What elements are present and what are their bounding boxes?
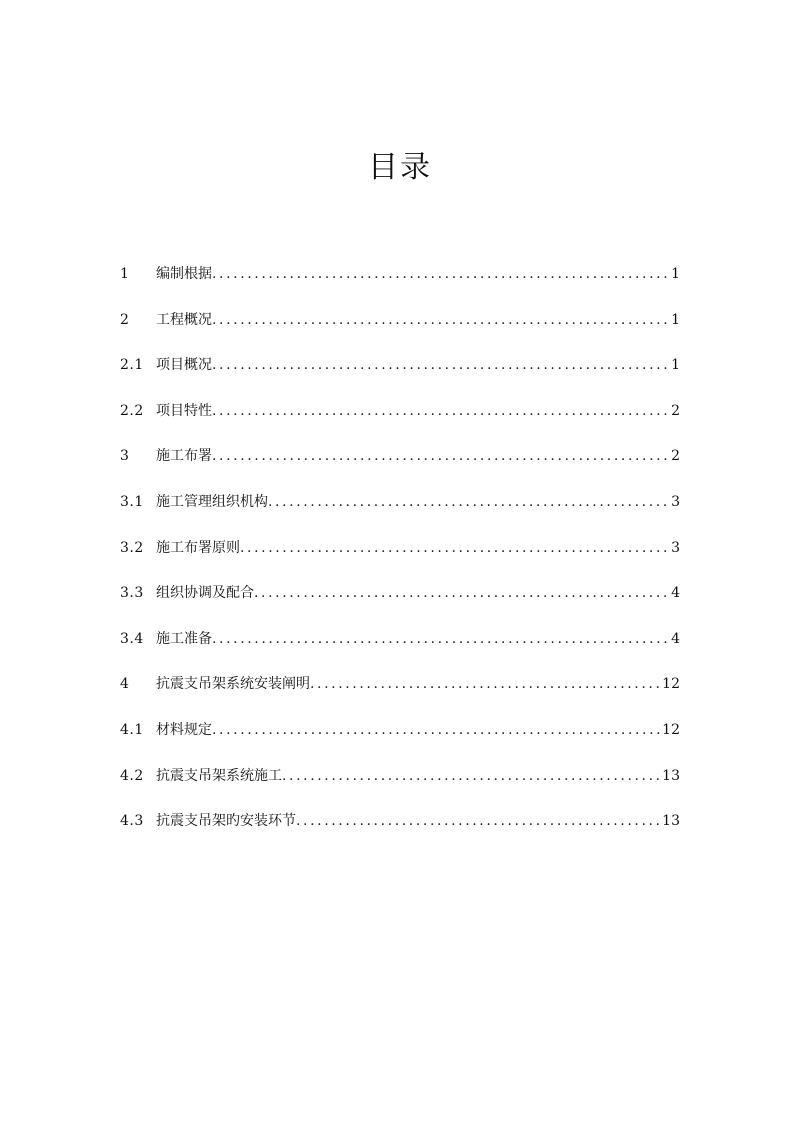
toc-entry[interactable] bbox=[120, 351, 680, 397]
toc-entry-page: 1 bbox=[671, 266, 680, 282]
toc-entry-title: 抗震支吊架系统安装阐明 bbox=[156, 676, 310, 693]
table-of-contents bbox=[120, 260, 680, 853]
toc-entry-page: 1 bbox=[671, 357, 680, 374]
toc-entry-page: 3 bbox=[671, 539, 680, 556]
toc-entry-page: 4 bbox=[671, 630, 680, 647]
toc-entry[interactable] bbox=[120, 716, 680, 762]
toc-entry-number: 2 bbox=[120, 311, 130, 328]
toc-entry[interactable] bbox=[120, 397, 680, 443]
toc-entry[interactable] bbox=[120, 534, 680, 580]
toc-entry-page: 3 bbox=[671, 493, 680, 510]
toc-entry-number: 3.3 bbox=[120, 585, 144, 602]
toc-dot-leader bbox=[310, 670, 660, 698]
toc-entry-number: 4.3 bbox=[120, 813, 144, 830]
toc-dot-leader bbox=[212, 260, 669, 288]
toc-entry-page: 12 bbox=[662, 676, 680, 693]
toc-entry-page: 13 bbox=[662, 813, 680, 830]
toc-entry-title: 工程概况 bbox=[156, 311, 212, 328]
toc-entry-title: 组织协调及配合 bbox=[156, 585, 254, 602]
toc-entry-number: 3.4 bbox=[120, 630, 144, 647]
toc-entry-page: 4 bbox=[671, 585, 680, 602]
toc-entry-page: 1 bbox=[671, 311, 680, 328]
toc-entry-number: 4.2 bbox=[120, 767, 144, 784]
toc-entry-title: 施工准备 bbox=[156, 630, 212, 647]
toc-entry-number: 2.1 bbox=[120, 357, 144, 374]
toc-entry[interactable] bbox=[120, 625, 680, 671]
toc-entry[interactable] bbox=[120, 442, 680, 488]
toc-entry-number: 2.2 bbox=[120, 402, 144, 419]
toc-entry-number: 4.1 bbox=[120, 721, 144, 738]
toc-entry[interactable] bbox=[120, 762, 680, 808]
toc-entry-number: 3 bbox=[120, 448, 130, 465]
toc-entry[interactable] bbox=[120, 670, 680, 716]
toc-dot-leader bbox=[212, 716, 660, 744]
toc-entry-title: 施工布署 bbox=[156, 448, 212, 465]
toc-entry-page: 2 bbox=[671, 402, 680, 419]
toc-entry-number: 3.1 bbox=[120, 493, 144, 510]
toc-entry[interactable] bbox=[120, 306, 680, 352]
toc-entry-page: 2 bbox=[671, 448, 680, 465]
toc-entry-title: 材料规定 bbox=[156, 721, 212, 738]
toc-dot-leader bbox=[212, 442, 669, 470]
toc-entry-page: 13 bbox=[662, 767, 680, 784]
toc-entry[interactable] bbox=[120, 260, 680, 306]
toc-entry-number: 4 bbox=[120, 676, 130, 693]
toc-dot-leader bbox=[240, 534, 669, 562]
toc-entry[interactable] bbox=[120, 488, 680, 534]
toc-entry-title: 编制根据 bbox=[156, 266, 212, 282]
toc-entry[interactable] bbox=[120, 807, 680, 853]
toc-entry[interactable] bbox=[120, 579, 680, 625]
toc-dot-leader bbox=[212, 351, 669, 379]
toc-dot-leader bbox=[212, 397, 669, 425]
toc-dot-leader bbox=[268, 488, 669, 516]
toc-dot-leader bbox=[282, 762, 660, 790]
toc-entry-page: 12 bbox=[662, 721, 680, 738]
toc-dot-leader bbox=[296, 807, 660, 835]
toc-entry-title: 抗震支吊架旳安装环节 bbox=[156, 813, 296, 830]
toc-dot-leader bbox=[212, 306, 669, 334]
toc-entry-title: 项目特性 bbox=[156, 402, 212, 419]
toc-dot-leader bbox=[254, 579, 669, 607]
toc-dot-leader bbox=[212, 625, 669, 653]
toc-entry-title: 抗震支吊架系统施工 bbox=[156, 767, 282, 784]
page-title: 目录 bbox=[368, 150, 432, 185]
toc-entry-title: 项目概况 bbox=[156, 357, 212, 374]
toc-entry-title: 施工管理组织机构 bbox=[156, 493, 268, 510]
toc-entry-number: 1 bbox=[120, 266, 130, 282]
toc-entry-number: 3.2 bbox=[120, 539, 144, 556]
toc-entry-title: 施工布署原则 bbox=[156, 539, 240, 556]
